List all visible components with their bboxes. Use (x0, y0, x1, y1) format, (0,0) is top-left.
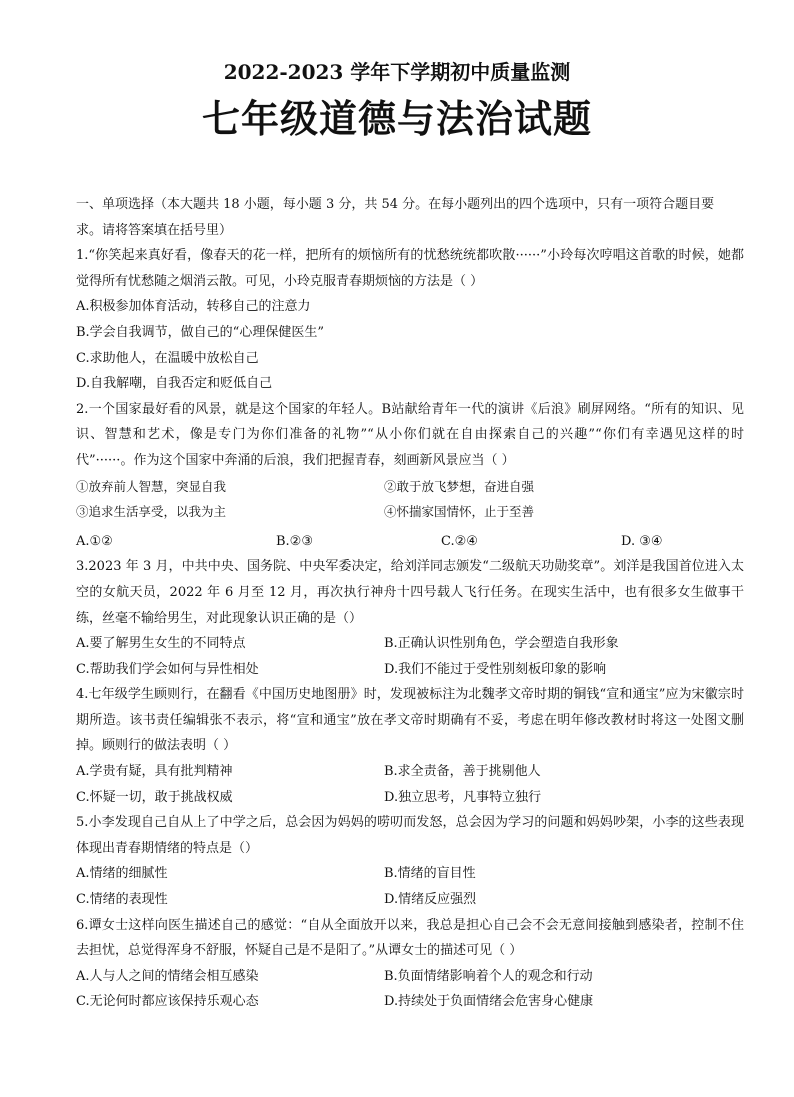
question-1-option-d: D.自我解嘲，自我否定和贬低自己 (76, 376, 273, 392)
question-4-option-c: C.怀疑一切，敢于挑战权威 (76, 789, 233, 805)
question-5-option-a: A.情绪的细腻性 (76, 866, 168, 882)
question-5-option-d: D.情绪反应强烈 (384, 892, 477, 908)
question-3-option-d: D.我们不能过于受性别刻板印象的影响 (384, 661, 607, 677)
question-6-options-row (76, 989, 744, 1015)
question-1-option-c: C.求助他人，在温暖中放松自己 (76, 350, 259, 366)
question-3-option-a: A.要了解男生女生的不同特点 (76, 636, 246, 652)
question-3-option-b: B.正确认识性别角色，学会塑造自我形象 (384, 636, 619, 652)
question-6-options-row (76, 964, 744, 990)
question-3-stem: 3.2023 年 3 月，中共中央、国务院、中央军委决定，给刘洋同志颁发“二级航天功勋奖章”。刘洋是我国首位进入太空的女航天员，2022 年 6 月至 12 月，再次执行神舟十四号载人飞行任务。在现实生活中，也有很多女生做事干练，丝毫不输给男生，对此现象认识正确的是（） (76, 559, 744, 626)
question-5-options-row (76, 887, 744, 913)
question-2-options-row (76, 529, 744, 555)
question-5-option-c: C.情绪的表现性 (76, 892, 168, 908)
question-6-option-c: C.无论何时都应该保持乐观心态 (76, 994, 259, 1010)
exam-subtitle: 2022-2023 学年下学期初中质量监测 (223, 60, 571, 84)
question-2-option-c: C.②④ (441, 533, 478, 549)
question-1-option-b: B.学会自我调节，做自己的“心理保健医生” (76, 324, 324, 340)
question-3-option-c: C.帮助我们学会如何与异性相处 (76, 661, 259, 677)
question-3-options-row (76, 657, 744, 683)
question-3-options-row (76, 631, 744, 657)
question-5-stem: 5.小李发现自己自从上了中学之后，总会因为妈妈的唠叨而发怒，总会因为学习的问题和妈妈吵架，小李的这些表现体现出青春期情绪的特点是（） (76, 815, 744, 856)
question-2-statement-1: ①放弃前人智慧，突显自我 (76, 478, 227, 494)
question-2-option-a: A.①② (76, 533, 113, 549)
question-4-options-row (76, 785, 744, 811)
question-4-options-row (76, 759, 744, 785)
question-2-option-b: B.②③ (276, 533, 313, 549)
exam-content (76, 192, 744, 1015)
question-2-stem: 2.一个国家最好看的风景，就是这个国家的年轻人。B站献给青年一代的演讲《后浪》刷屏网络。“所有的知识、见识、智慧和艺术，像是专门为你们准备的礼物”“从小你们就在自由探索自己的兴趣”“你们有幸遇见这样的时代”······。作为这个国家中奔涌的后浪，我们把握青春，刻画新风景应当（ ） (76, 401, 744, 468)
question-2-statement-4: ④怀揣家国情怀，止于至善 (384, 504, 535, 520)
question-6-option-a: A.人与人之间的情绪会相互感染 (76, 968, 259, 984)
exam-title: 七年级道德与法治试题 (201, 97, 592, 141)
question-1-option-a: A.积极参加体育活动，转移自己的注意力 (76, 299, 311, 315)
question-4-option-b: B.求全责备，善于挑剔他人 (384, 764, 541, 780)
question-4-stem: 4.七年级学生顾则行，在翻看《中国历史地图册》时，发现被标注为北魏孝文帝时期的铜钱“宣和通宝”应为宋徽宗时期所造。该书责任编辑张不表示，将“宣和通宝”放在孝文帝时期确有不妥，考虑在明年修改教材时将这一处图文删掉。顾则行的做法表明（ ） (76, 687, 744, 754)
question-6-stem: 6.谭女士这样向医生描述自己的感觉：“自从全面放开以来，我总是担心自己会不会无意间接触到感染者，控制不住去担忧，总觉得浑身不舒服，怀疑自己是不是阳了。”从谭女士的描述可见（ ） (76, 917, 744, 959)
question-4-option-d: D.独立思考，凡事特立独行 (384, 789, 542, 805)
question-4-option-a: A.学贵有疑，具有批判精神 (76, 764, 233, 780)
section-instruction: 一、单项选择（本大题共 18 小题，每小题 3 分，共 54 分。在每小题列出的四个选项中，只有一项符合题目要 (76, 197, 715, 212)
question-1-stem: 1.“你笑起来真好看，像春天的花一样，把所有的烦恼所有的忧愁统统都吹散······”小玲每次哼唱这首歌的时候，她都觉得所有忧愁随之烟消云散。可见，小玲克服青春期烦恼的方法是（ ） (76, 248, 744, 289)
question-6-option-d: D.持续处于负面情绪会危害身心健康 (384, 994, 594, 1010)
section-instruction-cont: 求。请将答案填在括号里） (76, 222, 233, 238)
question-2-statement-2: ②敢于放飞梦想，奋进自强 (384, 478, 535, 494)
question-2-option-d: D. ③④ (621, 533, 663, 549)
question-2-statements-row (76, 474, 744, 500)
question-5-options-row (76, 861, 744, 887)
question-2-statements-row (76, 499, 744, 525)
question-5-option-b: B.情绪的盲目性 (384, 866, 476, 882)
question-2-statement-3: ③追求生活享受，以我为主 (76, 504, 227, 520)
question-6-option-b: B.负面情绪影响着个人的观念和行动 (384, 968, 593, 984)
